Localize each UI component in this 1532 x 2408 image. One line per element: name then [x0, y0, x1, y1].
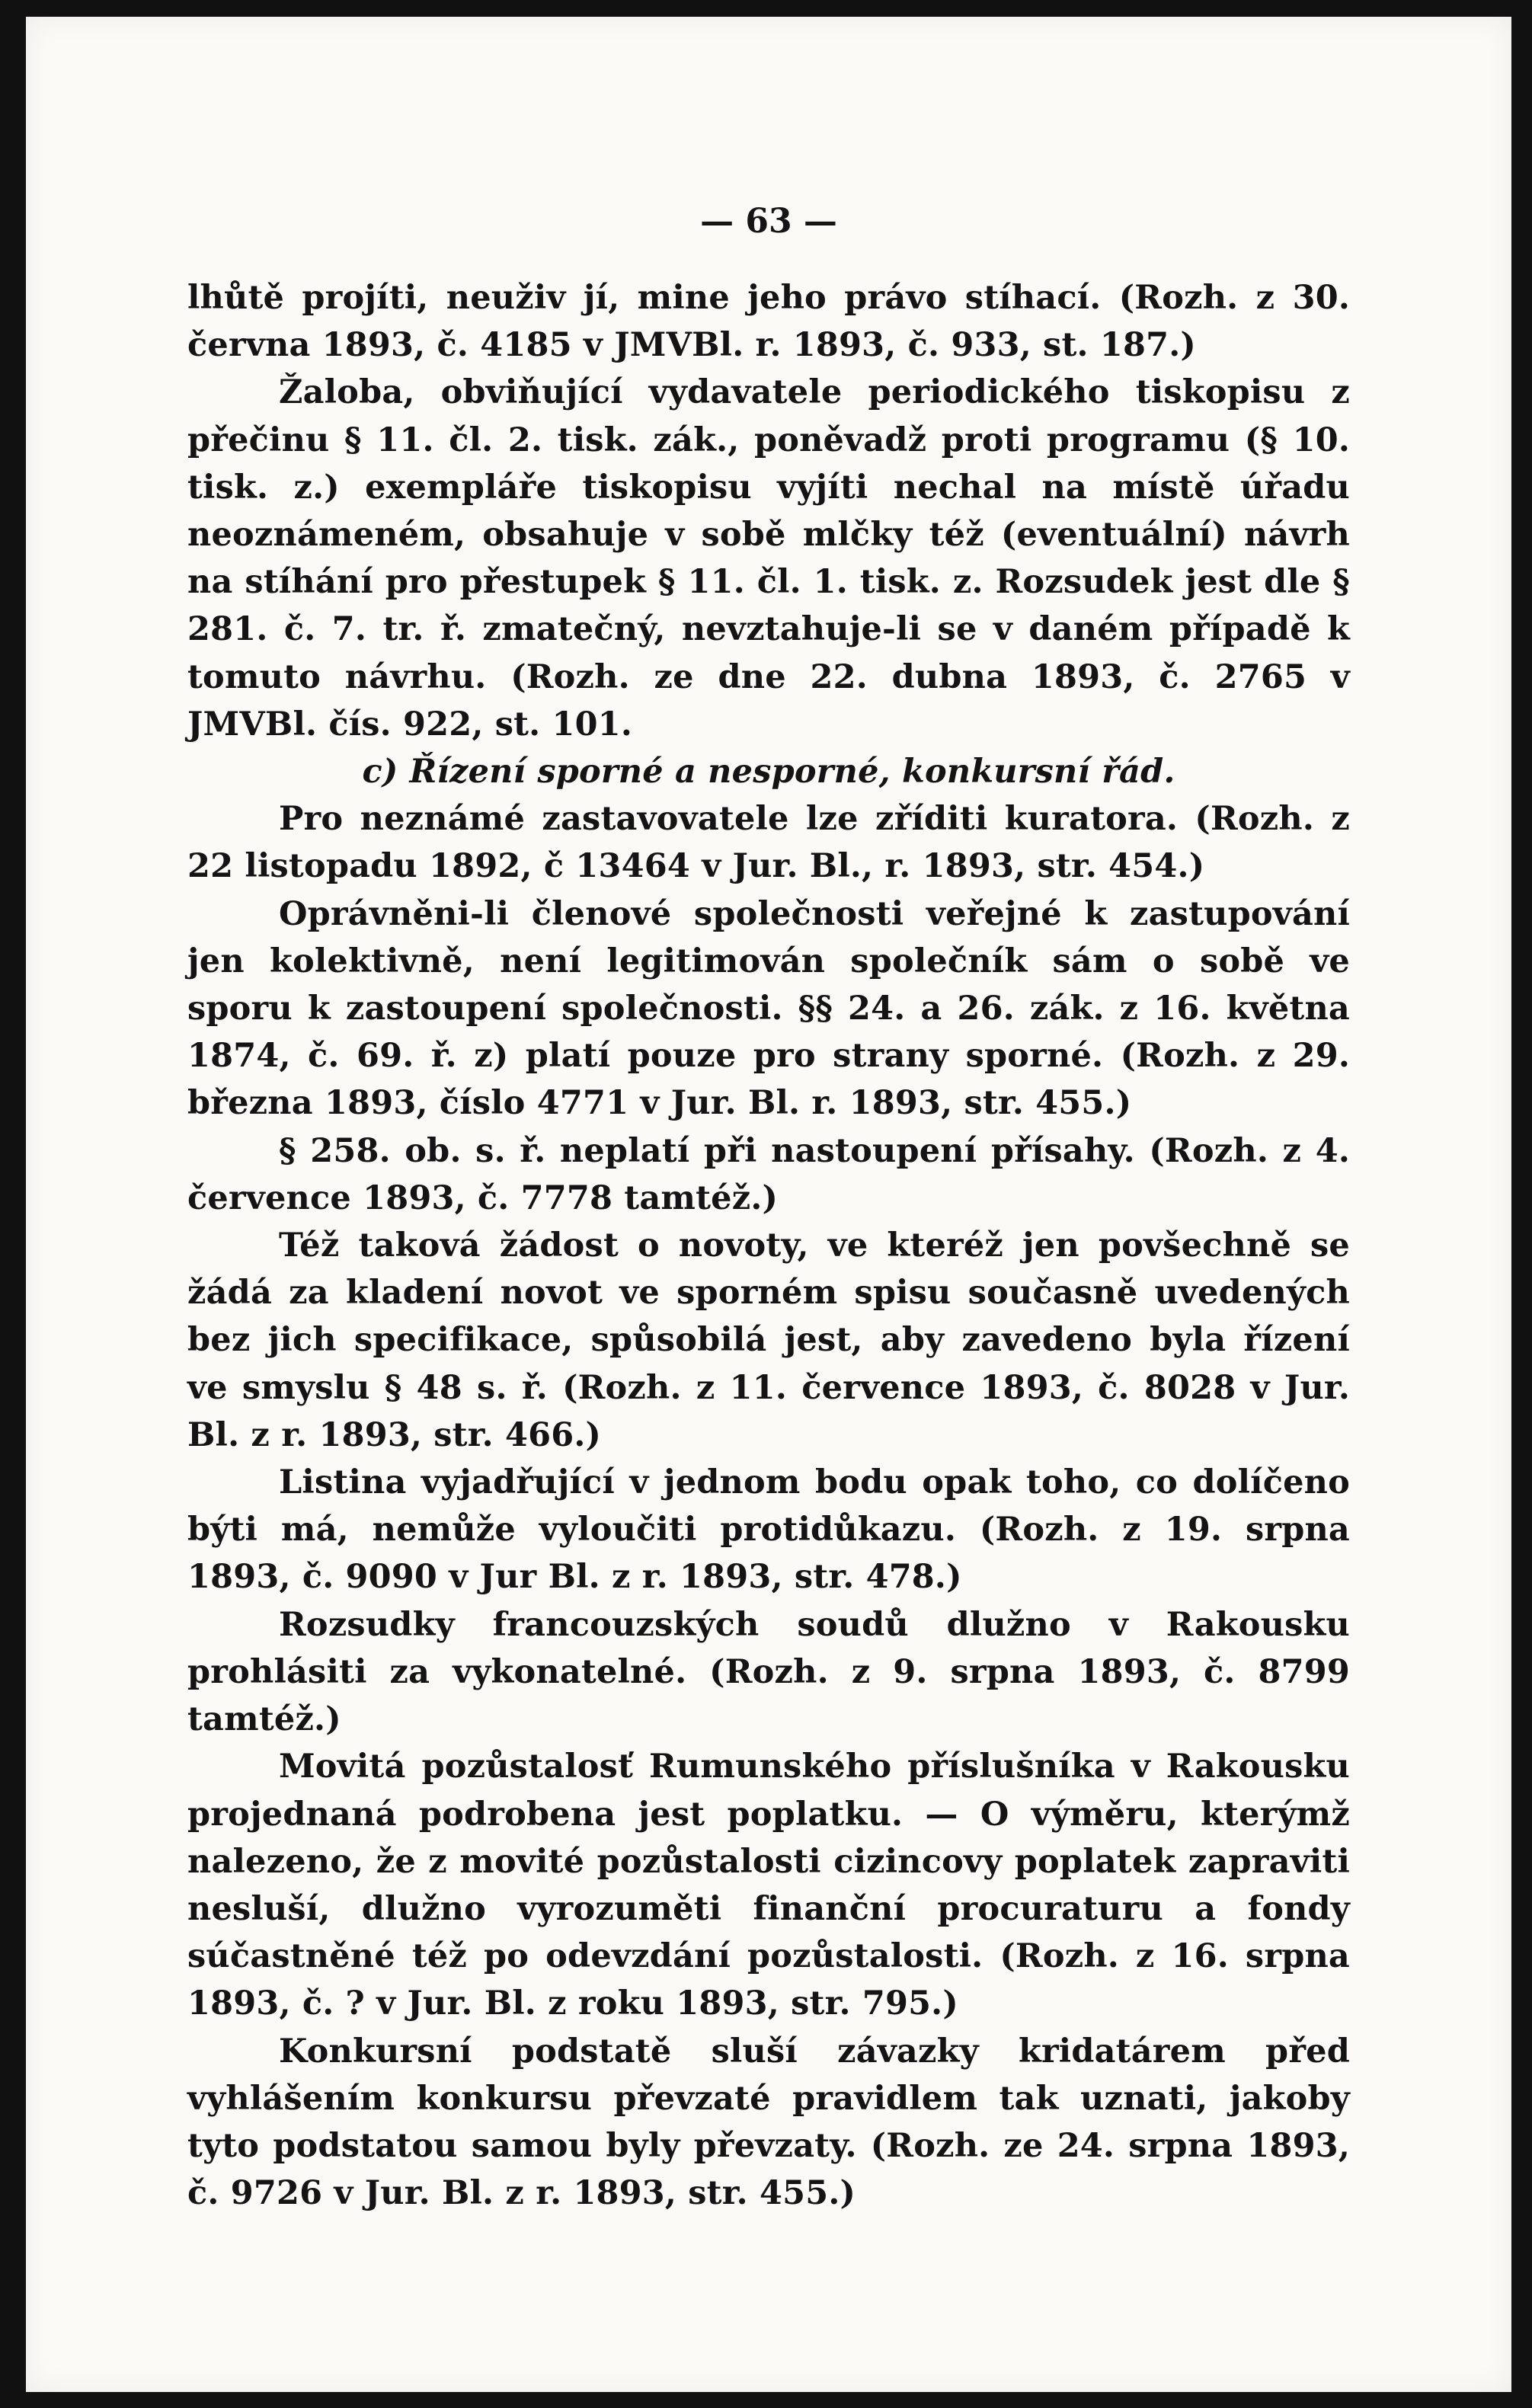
- paragraph-8: Rozsudky francouzských soudů dlužno v Rakousku prohlásiti za vykonatelné. (Rozh. z 9. srpna 1893, č. 8799 tamtéž.): [187, 1605, 1350, 1739]
- page-body: [187, 274, 1350, 2217]
- paragraph-4: Oprávněni-li členové společnosti veřejné k zastupování jen kolektivně, není legitimován společník sám o sobě ve sporu k zastoupení společnosti. §§ 24. a 26. zák. z 16. května 1874, č. 69. ř. z) platí pouze pro strany sporné. (Rozh. z 29. března 1893, číslo 4771 v Jur. Bl. r. 1893, str. 455.): [187, 894, 1350, 1123]
- paragraph-5: § 258. ob. s. ř. neplatí při nastoupení přísahy. (Rozh. z 4. července 1893, č. 7778 tamtéž.): [187, 1131, 1350, 1217]
- book-page: [26, 17, 1511, 2392]
- paragraph-3: Pro neznámé zastavovatele lze zříditi kuratora. (Rozh. z 22 listopadu 1892, č 13464 v Jur. Bl., r. 1893, str. 454.): [187, 800, 1350, 886]
- paragraph-2: Žaloba, obviňující vydavatele periodického tiskopisu z přečinu § 11. čl. 2. tisk. zák., poněvadž proti programu (§ 10. tisk. z.) exempláře tiskopisu vyjíti nechal na místě úřadu neoznámeném, obsahuje v sobě mlčky též (eventuální) návrh na stíhání pro přestupek § 11. čl. 1. tisk. z. Rozsudek jest dle § 281. č. 7. tr. ř. zmatečný, nevztahuje-li se v daném případě k tomuto návrhu. (Rozh. ze dne 22. dubna 1893, č. 2765 v JMVBl. čís. 922, st. 101.: [187, 373, 1350, 744]
- paragraph-6: Též taková žádost o novoty, ve kteréž jen povšechně se žádá za kladení novot ve sporném spisu současně uvedených bez jich specifikace, spůsobilá jest, aby zavedeno byla řízení ve smyslu § 48 s. ř. (Rozh. z 11. července 1893, č. 8028 v Jur. Bl. z r. 1893, str. 466.): [187, 1226, 1350, 1454]
- page-number: — 63 —: [700, 202, 837, 241]
- paragraph-9: Movitá pozůstalosť Rumunského příslušníka v Rakousku projednaná podrobena jest poplatku. — O výměru, kterýmž nalezeno, že z movité pozůstalosti cizincovy poplatek zapraviti nesluší, dlužno vyrozuměti finanční procuraturu a fondy súčastněné též po odevzdání pozůstalosti. (Rozh. z 16. srpna 1893, č. ? v Jur. Bl. z roku 1893, str. 795.): [187, 1748, 1350, 2023]
- paragraph-10: Konkursní podstatě sluší závazky kridatárem před vyhlášením konkursu převzaté pravidlem tak uznati, jakoby tyto podstatou samou byly převzaty. (Rozh. ze 24. srpna 1893, č. 9726 v Jur. Bl. z r. 1893, str. 455.): [187, 2032, 1350, 2213]
- section-heading: c) Řízení sporné a nesporné, konkursní řád.: [362, 753, 1175, 791]
- paragraph-1: lhůtě projíti, neuživ jí, mine jeho právo stíhací. (Rozh. z 30. června 1893, č. 4185 v JMVBl. r. 1893, č. 933, st. 187.): [187, 279, 1350, 365]
- paragraph-7: Listina vyjadřující v jednom bodu opak toho, co dolíčeno býti má, nemůže vyloučiti protidůkazu. (Rozh. z 19. srpna 1893, č. 9090 v Jur Bl. z r. 1893, str. 478.): [187, 1463, 1350, 1597]
